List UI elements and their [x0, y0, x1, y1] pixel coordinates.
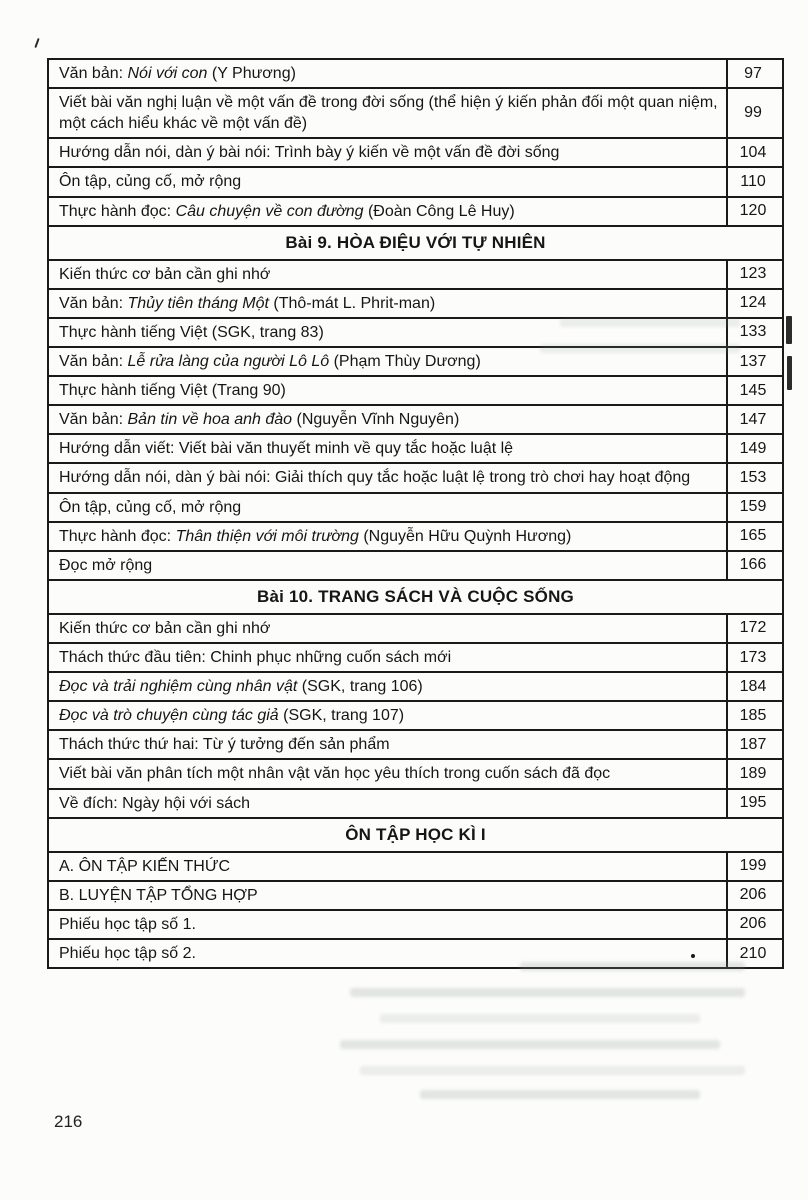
section-header-row — [49, 581, 782, 615]
page-number: 216 — [54, 1112, 83, 1131]
toc-row — [49, 198, 782, 227]
entry-page-number: 153 — [726, 464, 782, 491]
entry-page-number: 185 — [726, 702, 782, 729]
toc-row — [49, 552, 782, 581]
entry-page-number: 123 — [726, 261, 782, 288]
entry-title: Về đích: Ngày hội với sách — [59, 794, 251, 812]
toc-row — [49, 853, 782, 882]
entry-page-number: 189 — [726, 760, 782, 787]
bleed-through-artifact — [540, 344, 740, 353]
entry-page-number: 165 — [726, 523, 782, 550]
toc-row — [49, 760, 782, 789]
toc-table — [47, 58, 784, 969]
entry-title: Thực hành tiếng Việt (Trang 90) — [59, 382, 286, 400]
toc-row — [49, 790, 782, 819]
entry-page-number: 124 — [726, 290, 782, 317]
toc-row — [49, 494, 782, 523]
entry-title: Viết bài văn phân tích một nhân vật văn học yêu thích trong cuốn sách đã đọc — [59, 765, 611, 783]
entry-page-number: 195 — [726, 790, 782, 817]
toc-row — [49, 168, 782, 197]
entry-page-number: 206 — [726, 911, 782, 938]
bleed-through-artifact — [360, 1066, 745, 1075]
entry-page-number: 120 — [726, 198, 782, 225]
toc-row — [49, 523, 782, 552]
toc-row — [49, 673, 782, 702]
toc-row — [49, 435, 782, 464]
bleed-through-artifact — [420, 1090, 700, 1099]
entry-page-number: 104 — [726, 139, 782, 166]
toc-row — [49, 731, 782, 760]
toc-row — [49, 89, 782, 139]
entry-title: Viết bài văn nghị luận về một vấn đề trong đời sống (thể hiện ý kiến phản đối một quan niệm, một cách hiểu khác về một vấn đề) — [59, 94, 718, 133]
entry-page-number: 187 — [726, 731, 782, 758]
entry-page-number: 172 — [726, 615, 782, 642]
bleed-through-artifact — [520, 962, 745, 971]
scan-edge-artifact — [786, 316, 792, 344]
bleed-through-artifact — [340, 1040, 720, 1049]
entry-page-number: 110 — [726, 168, 782, 195]
entry-title: Hướng dẫn viết: Viết bài văn thuyết minh về quy tắc hoặc luật lệ — [59, 440, 514, 458]
entry-page-number: 149 — [726, 435, 782, 462]
entry-title: Văn bản: Nói với con (Y Phương) — [59, 65, 296, 82]
toc-row — [49, 261, 782, 290]
toc-row — [49, 644, 782, 673]
entry-page-number: 210 — [726, 940, 782, 967]
entry-page-number: 166 — [726, 552, 782, 579]
toc-row — [49, 290, 782, 319]
entry-title: Phiếu học tập số 2. — [59, 944, 196, 962]
entry-title: Văn bản: Lễ rửa làng của người Lô Lô (Phạm Thùy Dương) — [59, 352, 481, 370]
section-header-row — [49, 819, 782, 853]
toc-row — [49, 464, 782, 493]
entry-page-number: 147 — [726, 406, 782, 433]
entry-title: Thách thức thứ hai: Từ ý tưởng đến sản phẩm — [59, 736, 390, 754]
bleed-through-artifact — [560, 318, 740, 327]
entry-title: Hướng dẫn nói, dàn ý bài nói: Giải thích quy tắc hoặc luật lệ trong trò chơi hay hoạt động — [59, 469, 691, 487]
entry-title: Ôn tập, củng cố, mở rộng — [59, 173, 242, 191]
entry-page-number: 173 — [726, 644, 782, 671]
scan-edge-artifact — [787, 356, 792, 390]
section-title: ÔN TẬP HỌC KÌ I — [345, 824, 486, 844]
bleed-through-artifact — [380, 1014, 700, 1023]
entry-title: Ôn tập, củng cố, mở rộng — [59, 498, 242, 516]
toc-row — [49, 377, 782, 406]
entry-title: Kiến thức cơ bản cần ghi nhớ — [59, 619, 271, 637]
scan-edge-artifact — [34, 38, 39, 48]
scan-speck-artifact — [691, 954, 695, 958]
toc-row — [49, 882, 782, 911]
toc-row — [49, 139, 782, 168]
toc-row — [49, 702, 782, 731]
entry-title: Đọc mở rộng — [59, 556, 153, 574]
bleed-through-artifact — [350, 988, 745, 997]
section-title: Bài 10. TRANG SÁCH VÀ CUỘC SỐNG — [257, 586, 574, 606]
entry-title: Kiến thức cơ bản cần ghi nhớ — [59, 265, 271, 283]
entry-title: A. ÔN TẬP KIẾN THỨC — [59, 857, 231, 875]
entry-title: Đọc và trải nghiệm cùng nhân vật (SGK, trang 106) — [59, 678, 423, 696]
section-header-row — [49, 227, 782, 261]
entry-title: Đọc và trò chuyện cùng tác giả (SGK, trang 107) — [59, 707, 405, 725]
entry-title: Hướng dẫn nói, dàn ý bài nói: Trình bày ý kiến về một vấn đề đời sống — [59, 144, 560, 162]
toc-row — [49, 60, 782, 89]
entry-page-number: 137 — [726, 348, 782, 375]
toc-row — [49, 911, 782, 940]
section-title: Bài 9. HÒA ĐIỆU VỚI TỰ NHIÊN — [285, 232, 546, 252]
entry-page-number: 199 — [726, 853, 782, 880]
entry-title: B. LUYỆN TẬP TỔNG HỢP — [59, 886, 258, 904]
entry-title: Thực hành đọc: Câu chuyện về con đường (Đoàn Công Lê Huy) — [59, 202, 515, 220]
entry-page-number: 159 — [726, 494, 782, 521]
entry-title: Văn bản: Bản tin về hoa anh đào (Nguyễn Vĩnh Nguyên) — [59, 411, 460, 429]
entry-title: Thách thức đầu tiên: Chinh phục những cuốn sách mới — [59, 648, 452, 666]
entry-page-number: 145 — [726, 377, 782, 404]
entry-title: Phiếu học tập số 1. — [59, 915, 196, 933]
entry-page-number: 97 — [726, 60, 782, 87]
entry-page-number: 99 — [726, 89, 782, 137]
entry-title: Thực hành tiếng Việt (SGK, trang 83) — [59, 323, 324, 341]
toc-row — [49, 615, 782, 644]
entry-page-number: 206 — [726, 882, 782, 909]
entry-title: Văn bản: Thủy tiên tháng Một (Thô-mát L. Phrit-man) — [59, 294, 436, 312]
entry-page-number: 133 — [726, 319, 782, 346]
entry-title: Thực hành đọc: Thân thiện với môi trường (Nguyễn Hữu Quỳnh Hương) — [59, 527, 572, 545]
toc-row — [49, 406, 782, 435]
entry-page-number: 184 — [726, 673, 782, 700]
